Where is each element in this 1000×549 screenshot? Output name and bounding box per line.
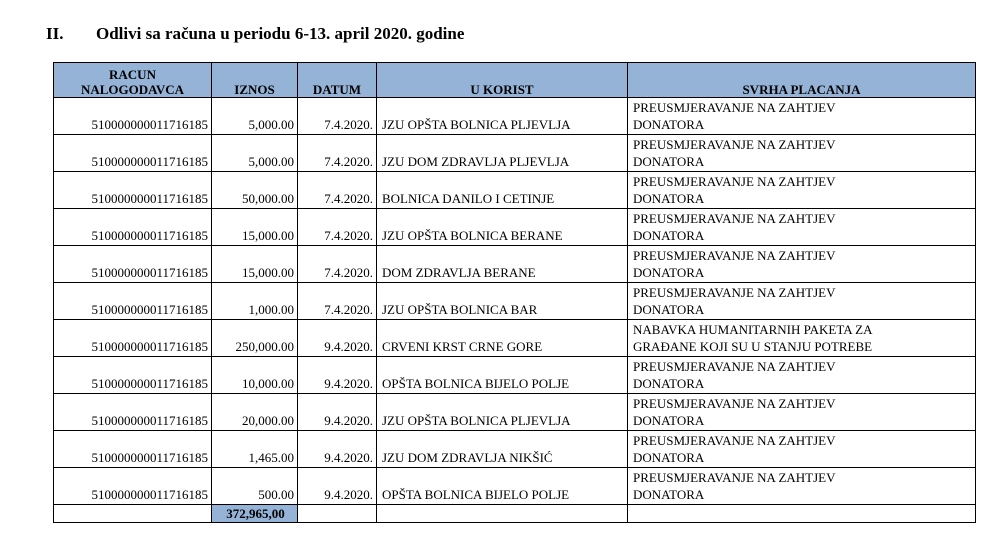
total-empty-cell [298,505,377,523]
cell-payee: JZU DOM ZDRAVLJA PLJEVLJA [377,135,628,172]
table-row [54,172,976,209]
section-title: Odlivi sa računa u periodu 6-13. april 2020. godine [96,24,465,43]
cell-payee: JZU OPŠTA BOLNICA PLJEVLJA [377,394,628,431]
header-amount: IZNOS [212,63,298,98]
cell-date: 9.4.2020. [298,468,377,505]
cell-payee: JZU OPŠTA BOLNICA PLJEVLJA [377,98,628,135]
section-heading [46,24,464,44]
cell-amount: 15,000.00 [212,209,298,246]
cell-date: 9.4.2020. [298,431,377,468]
cell-purpose: PREUSMJERAVANJE NA ZAHTJEV DONATORA [628,283,976,320]
cell-account: 510000000011716185 [54,431,212,468]
header-purpose: SVRHA PLACANJA [628,63,976,98]
cell-date: 7.4.2020. [298,172,377,209]
table-row [54,468,976,505]
cell-amount: 20,000.00 [212,394,298,431]
cell-payee: OPŠTA BOLNICA BIJELO POLJE [377,468,628,505]
cell-account: 510000000011716185 [54,98,212,135]
total-row [54,505,976,523]
total-empty-cell [377,505,628,523]
cell-date: 7.4.2020. [298,209,377,246]
cell-account: 510000000011716185 [54,468,212,505]
cell-date: 7.4.2020. [298,135,377,172]
cell-account: 510000000011716185 [54,357,212,394]
cell-amount: 5,000.00 [212,98,298,135]
cell-account: 510000000011716185 [54,246,212,283]
cell-payee: DOM ZDRAVLJA BERANE [377,246,628,283]
cell-amount: 10,000.00 [212,357,298,394]
cell-account: 510000000011716185 [54,283,212,320]
cell-date: 9.4.2020. [298,357,377,394]
header-payee: U KORIST [377,63,628,98]
table-row [54,135,976,172]
outflows-table [53,62,976,523]
cell-purpose: PREUSMJERAVANJE NA ZAHTJEV DONATORA [628,394,976,431]
table-row [54,431,976,468]
table-row [54,246,976,283]
cell-date: 9.4.2020. [298,394,377,431]
cell-amount: 250,000.00 [212,320,298,357]
cell-date: 7.4.2020. [298,283,377,320]
total-empty-cell [628,505,976,523]
cell-purpose: PREUSMJERAVANJE NA ZAHTJEV DONATORA [628,468,976,505]
cell-purpose: PREUSMJERAVANJE NA ZAHTJEV DONATORA [628,431,976,468]
section-number: II. [46,24,64,43]
cell-purpose: PREUSMJERAVANJE NA ZAHTJEV DONATORA [628,135,976,172]
cell-date: 7.4.2020. [298,246,377,283]
cell-account: 510000000011716185 [54,394,212,431]
cell-amount: 1,000.00 [212,283,298,320]
total-empty-cell [54,505,212,523]
cell-payee: JZU DOM ZDRAVLJA NIKŠIĆ [377,431,628,468]
table-body [54,98,976,505]
cell-amount: 1,465.00 [212,431,298,468]
cell-payee: CRVENI KRST CRNE GORE [377,320,628,357]
cell-amount: 50,000.00 [212,172,298,209]
table-header-row [54,63,976,98]
cell-payee: JZU OPŠTA BOLNICA BAR [377,283,628,320]
cell-purpose: PREUSMJERAVANJE NA ZAHTJEV DONATORA [628,98,976,135]
table-row [54,394,976,431]
cell-account: 510000000011716185 [54,320,212,357]
cell-account: 510000000011716185 [54,135,212,172]
cell-payee: JZU OPŠTA BOLNICA BERANE [377,209,628,246]
cell-purpose: PREUSMJERAVANJE NA ZAHTJEV DONATORA [628,209,976,246]
header-account: RACUN NALOGODAVCA [54,63,212,98]
cell-purpose: PREUSMJERAVANJE NA ZAHTJEV DONATORA [628,357,976,394]
table-row [54,357,976,394]
cell-amount: 5,000.00 [212,135,298,172]
table-row [54,320,976,357]
total-amount: 372,965,00 [212,505,298,523]
cell-account: 510000000011716185 [54,209,212,246]
cell-purpose: PREUSMJERAVANJE NA ZAHTJEV DONATORA [628,172,976,209]
cell-purpose: NABAVKA HUMANITARNIH PAKETA ZA GRAĐANE KOJI SU U STANJU POTREBE [628,320,976,357]
cell-amount: 15,000.00 [212,246,298,283]
cell-date: 7.4.2020. [298,98,377,135]
table-row [54,98,976,135]
cell-account: 510000000011716185 [54,172,212,209]
cell-purpose: PREUSMJERAVANJE NA ZAHTJEV DONATORA [628,246,976,283]
table-row [54,209,976,246]
table-row [54,283,976,320]
cell-date: 9.4.2020. [298,320,377,357]
cell-amount: 500.00 [212,468,298,505]
cell-payee: BOLNICA DANILO I CETINJE [377,172,628,209]
cell-payee: OPŠTA BOLNICA BIJELO POLJE [377,357,628,394]
header-date: DATUM [298,63,377,98]
